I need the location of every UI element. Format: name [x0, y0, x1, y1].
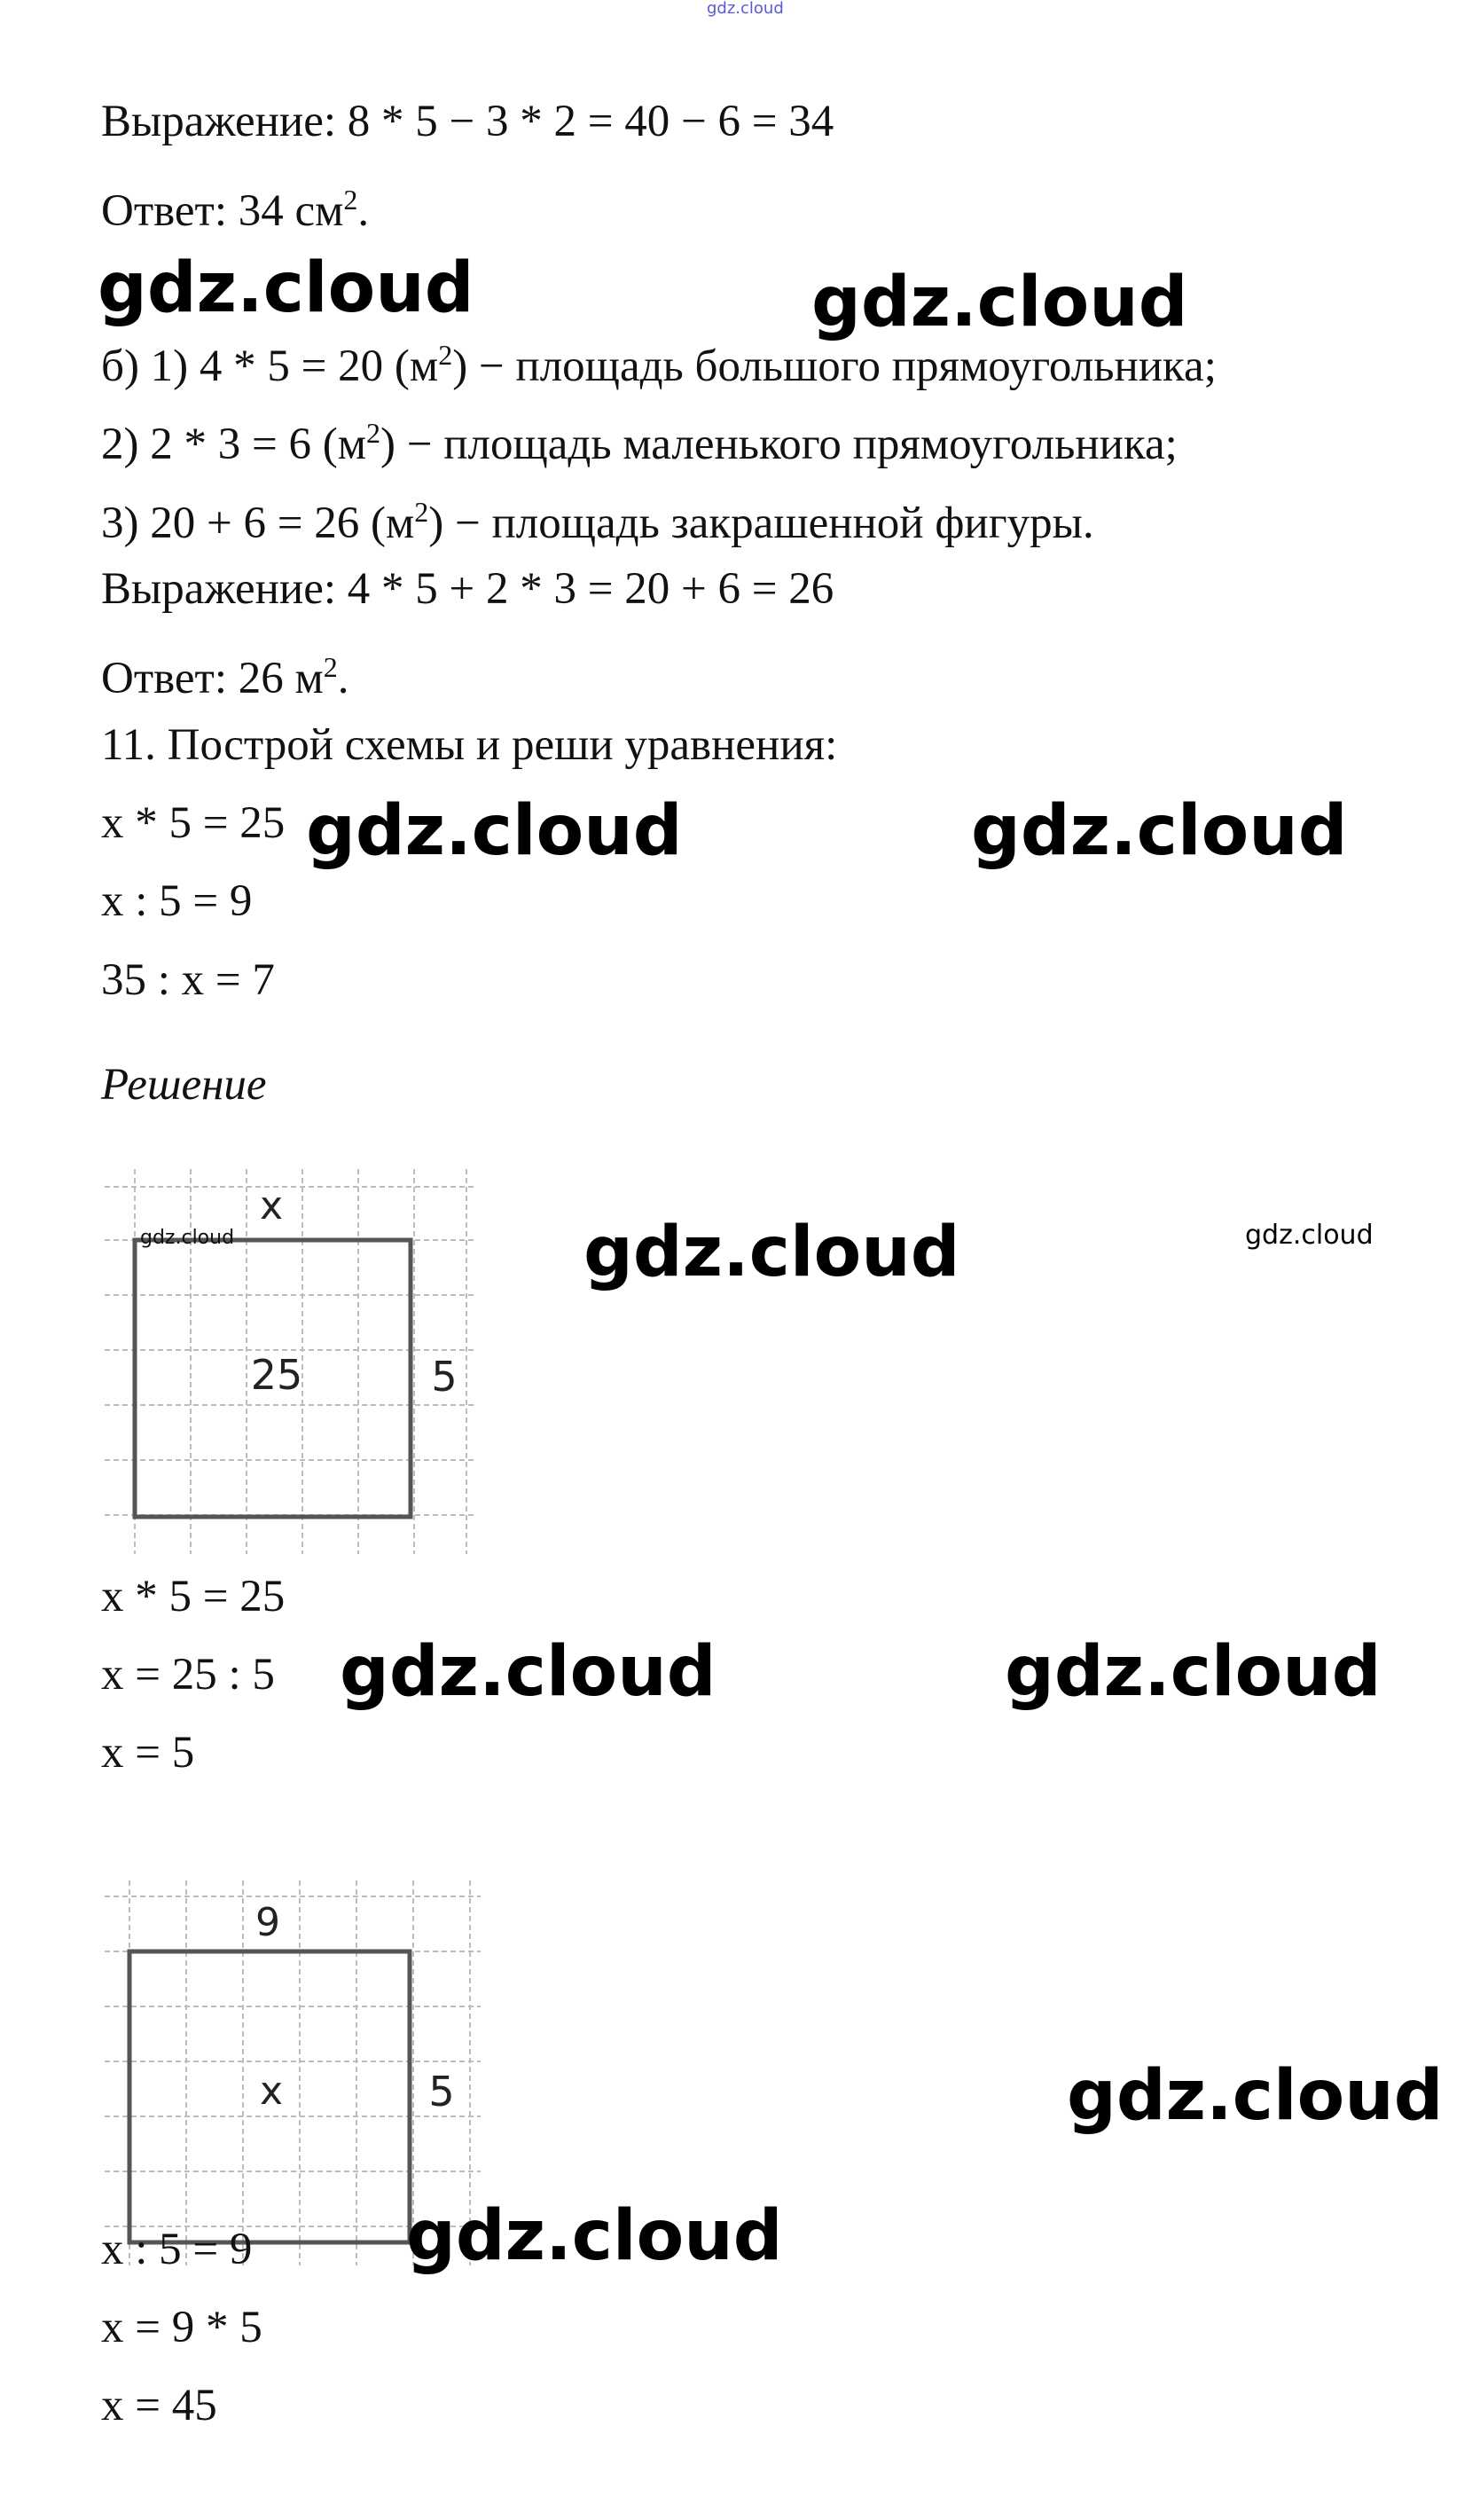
top-label: x	[259, 1183, 284, 1229]
side-label: 5	[428, 2068, 455, 2116]
watermark: gdz.cloud	[98, 248, 474, 328]
side-label: 5	[431, 1353, 458, 1401]
equation-2: x : 5 = 9	[101, 876, 253, 926]
equation-1: x * 5 = 25	[101, 798, 286, 848]
watermark: gdz.cloud	[406, 2196, 783, 2276]
watermark: gdz.cloud	[306, 791, 683, 871]
answer-line-1: Ответ: 34 $см^2$.	[101, 184, 370, 236]
expression-line-2: Выражение: 4 * 5 + 2 * 3 = 20 + 6 = 26	[101, 564, 834, 614]
solution-line-1: x * 5 = 25	[101, 1572, 286, 1621]
task-title: 11. Построй схемы и реши уравнения:	[101, 720, 838, 770]
expression-line-1: Выражение: 8 * 5 − 3 * 2 = 40 − 6 = 34	[101, 97, 834, 146]
watermark: gdz.cloud	[1245, 1220, 1374, 1251]
top-label: 9	[255, 1900, 280, 1945]
watermark: gdz.cloud	[583, 1213, 960, 1292]
solution-line-5: x = 9 * 5	[101, 2303, 262, 2352]
solution-line-6: x = 45	[101, 2381, 217, 2430]
watermark: gdz.cloud	[340, 1632, 717, 1712]
watermark: gdz.cloud	[971, 791, 1348, 871]
watermark: gdz.cloud	[811, 263, 1188, 342]
watermark: gdz.cloud	[1067, 2056, 1444, 2136]
center-label: 25	[250, 1351, 303, 1399]
scheme-diagram-1	[105, 1169, 474, 1554]
center-label: x	[259, 2069, 284, 2114]
equation-3: 35 : x = 7	[101, 955, 275, 1005]
solution-line-3: x = 5	[101, 1728, 195, 1778]
diagram-watermark: gdz.cloud	[140, 1227, 235, 1249]
step-line-3: 3) 20 + 6 = 26 $(м^2)$ − площадь закрашенной фигуры.	[101, 496, 1094, 548]
step-line-2: 2) 2 * 3 = 6 $(м^2)$ − площадь маленького прямоугольника;	[101, 417, 1178, 469]
watermark: gdz.cloud	[1005, 1632, 1382, 1712]
solution-line-4: x : 5 = 9	[101, 2225, 253, 2274]
answer-line-2: Ответ: 26 $м^2$.	[101, 651, 349, 703]
step-line-1: б) 1) 4 * 5 = 20 $(м^2)$ − площадь большого прямоугольника;	[101, 339, 1217, 391]
solution-heading: Решение	[101, 1060, 267, 1110]
header-watermark: gdz.cloud	[707, 0, 784, 18]
solution-line-2: x = 25 : 5	[101, 1650, 275, 1700]
